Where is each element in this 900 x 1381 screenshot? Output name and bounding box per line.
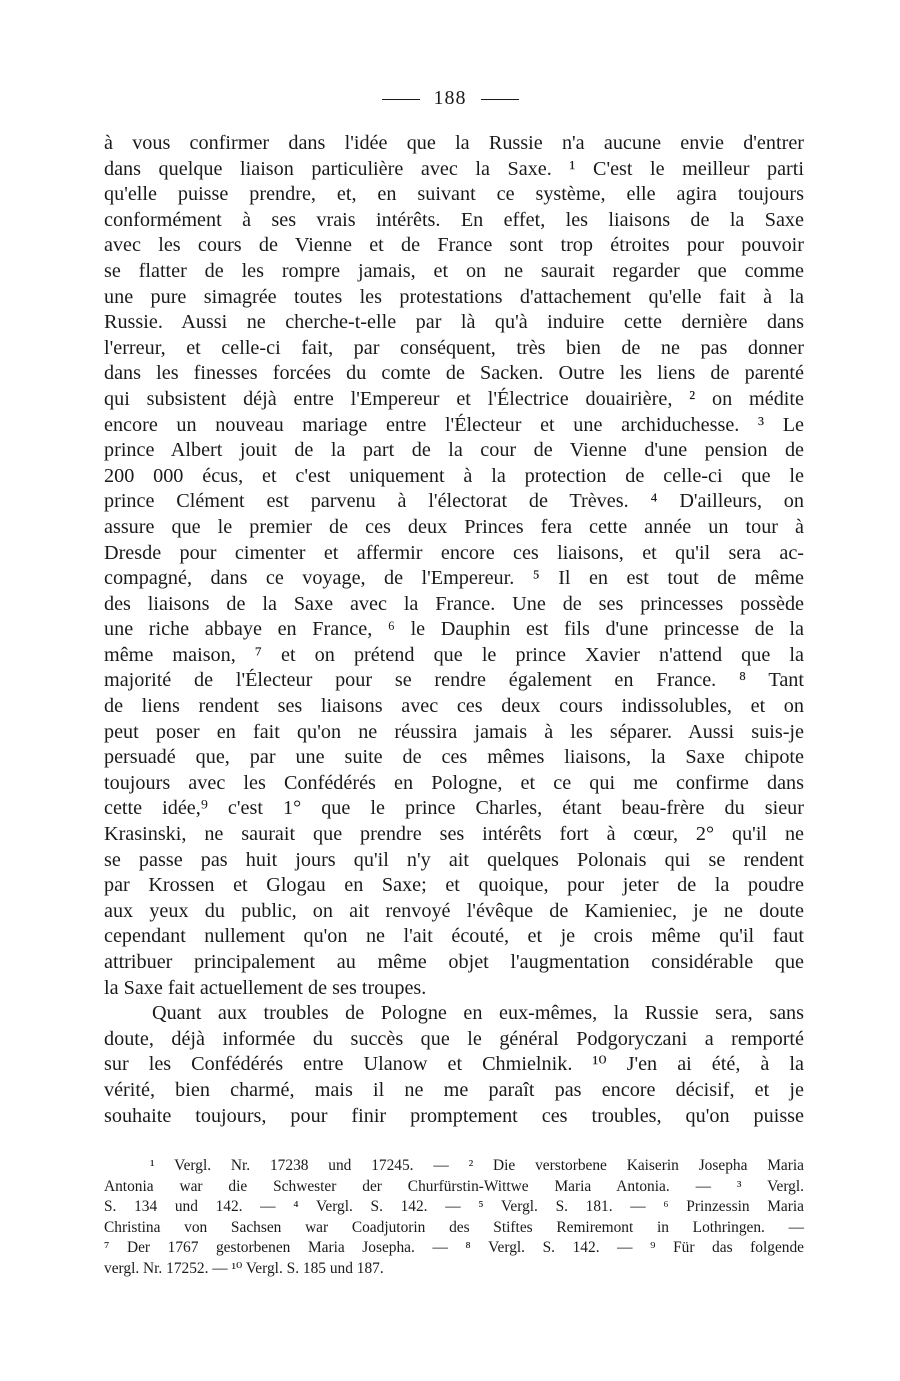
text-line: majorité de l'Électeur pour se rendre également en France. ⁸ Tant [104,669,804,692]
text-line: se passe pas huit jours qu'il n'y ait quelques Polonais qui se rendent [104,848,804,871]
text-line: avec les cours de Vienne et de France sont trop étroites pour pouvoir [104,234,804,257]
text-line: de liens rendent ses liaisons avec ces deux cours indissolubles, et on [104,695,804,718]
page-number: 188 [433,87,467,109]
footnote-line: Antonia war die Schwester der Churfürstin-Wittwe Maria Antonia. — ³ Vergl. [104,1177,804,1195]
text-line: prince Clément est parvenu à l'électorat de Trèves. ⁴ D'ailleurs, on [104,490,804,513]
text-line: l'erreur, et celle-ci fait, par conséquent, très bien de ne pas donner [104,336,804,359]
footnote-line: ⁷ Der 1767 gestorbenen Maria Josepha. — ⁸ Vergl. S. 142. — ⁹ Für das folgende [104,1239,804,1257]
text-line: 200 000 écus, et c'est uniquement à la protection de celle-ci que le [104,464,804,487]
footnote-line: Christina von Sachsen war Coadjutorin des Stiftes Remiremont in Lothringen. — [104,1218,804,1236]
text-line: dans quelque liaison particulière avec la Saxe. ¹ C'est le meilleur parti [104,157,804,180]
text-line: encore un nouveau mariage entre l'Électeur et une archiduchesse. ³ Le [104,413,804,436]
text-line: vérité, bien charmé, mais il ne me paraît pas encore décisif, et je [104,1078,804,1101]
text-line: des liaisons de la Saxe avec la France. Une de ses princesses possède [104,592,804,615]
text-line: qu'elle puisse prendre, et, en suivant ce système, elle agira toujours [104,183,804,206]
text-line: une riche abbaye en France, ⁶ le Dauphin est fils d'une princesse de la [104,618,804,641]
text-line: aux yeux du public, on ait renvoyé l'évêque de Kamieniec, je ne doute [104,899,804,922]
main-text [104,131,804,1129]
page-header [0,86,900,110]
text-line: prince Albert jouit de la part de la cour de Vienne d'une pension de [104,439,804,462]
footnotes [104,1156,804,1280]
text-line: par Krossen et Glogau en Saxe; et quoique, pour jeter de la poudre [104,874,804,897]
header-rule-right [481,99,519,100]
text-line: persuadé que, par une suite de ces mêmes liaisons, la Saxe chipote [104,746,804,769]
text-line: à vous confirmer dans l'idée que la Russie n'a aucune envie d'entrer [104,132,804,154]
text-line: conformément à ses vrais intérêts. En effet, les liaisons de la Saxe [104,208,804,231]
text-line: compagné, dans ce voyage, de l'Empereur. ⁵ Il en est tout de même [104,567,804,590]
text-line: une pure simagrée toutes les protestations d'attachement qu'elle fait à la [104,285,804,308]
text-line: doute, déjà informée du succès que le général Podgoryczani a remporté [104,1027,804,1050]
footnote-line: S. 134 und 142. — ⁴ Vergl. S. 142. — ⁵ Vergl. S. 181. — ⁶ Prinzessin Maria [104,1198,804,1216]
text-line: souhaite toujours, pour finir promptement ces troubles, qu'on puisse [104,1104,804,1127]
text-line: toujours avec les Confédérés en Pologne, et ce qui me confirme dans [104,771,804,794]
text-line: même maison, ⁷ et on prétend que le prince Xavier n'attend que la [104,643,804,666]
text-line: peut poser en fait qu'on ne réussira jamais à les séparer. Aussi suis-je [104,720,804,743]
text-line: qui subsistent déjà entre l'Empereur et l'Électrice douairière, ² on médite [104,387,804,410]
text-line: cette idée,⁹ c'est 1° que le prince Charles, étant beau-frère du sieur [104,797,804,820]
text-line: la Saxe fait actuellement de ses troupes. [104,976,427,999]
footnote-line: ¹ Vergl. Nr. 17238 und 17245. — ² Die verstorbene Kaiserin Josepha Maria [150,1157,804,1174]
header-rule-left [382,99,420,100]
footnote-line: vergl. Nr. 17252. — ¹⁰ Vergl. S. 185 und 187. [104,1259,384,1277]
text-line: assure que le premier de ces deux Princes fera cette année un tour à [104,515,804,538]
text-line: Dresde pour cimenter et affermir encore ces liaisons, et qu'il sera ac- [104,541,804,564]
text-line: cependant nullement qu'on ne l'ait écouté, et je crois même qu'il faut [104,925,804,948]
text-line: se flatter de les rompre jamais, et on ne saurait regarder que comme [104,259,804,282]
text-line: attribuer principalement au même objet l'augmentation considérable que [104,951,804,973]
text-line: dans les finesses forcées du comte de Sacken. Outre les liens de parenté [104,362,804,385]
text-line: sur les Confédérés entre Ulanow et Chmielnik. ¹⁰ J'en ai été, à la [104,1053,804,1076]
text-line: Quant aux troubles de Pologne en eux-mêmes, la Russie sera, sans [152,1002,804,1025]
text-line: Russie. Aussi ne cherche-t-elle par là qu'à induire cette dernière dans [104,311,804,334]
text-line: Krasinski, ne saurait que prendre ses intérêts fort à cœur, 2° qu'il ne [104,823,804,846]
